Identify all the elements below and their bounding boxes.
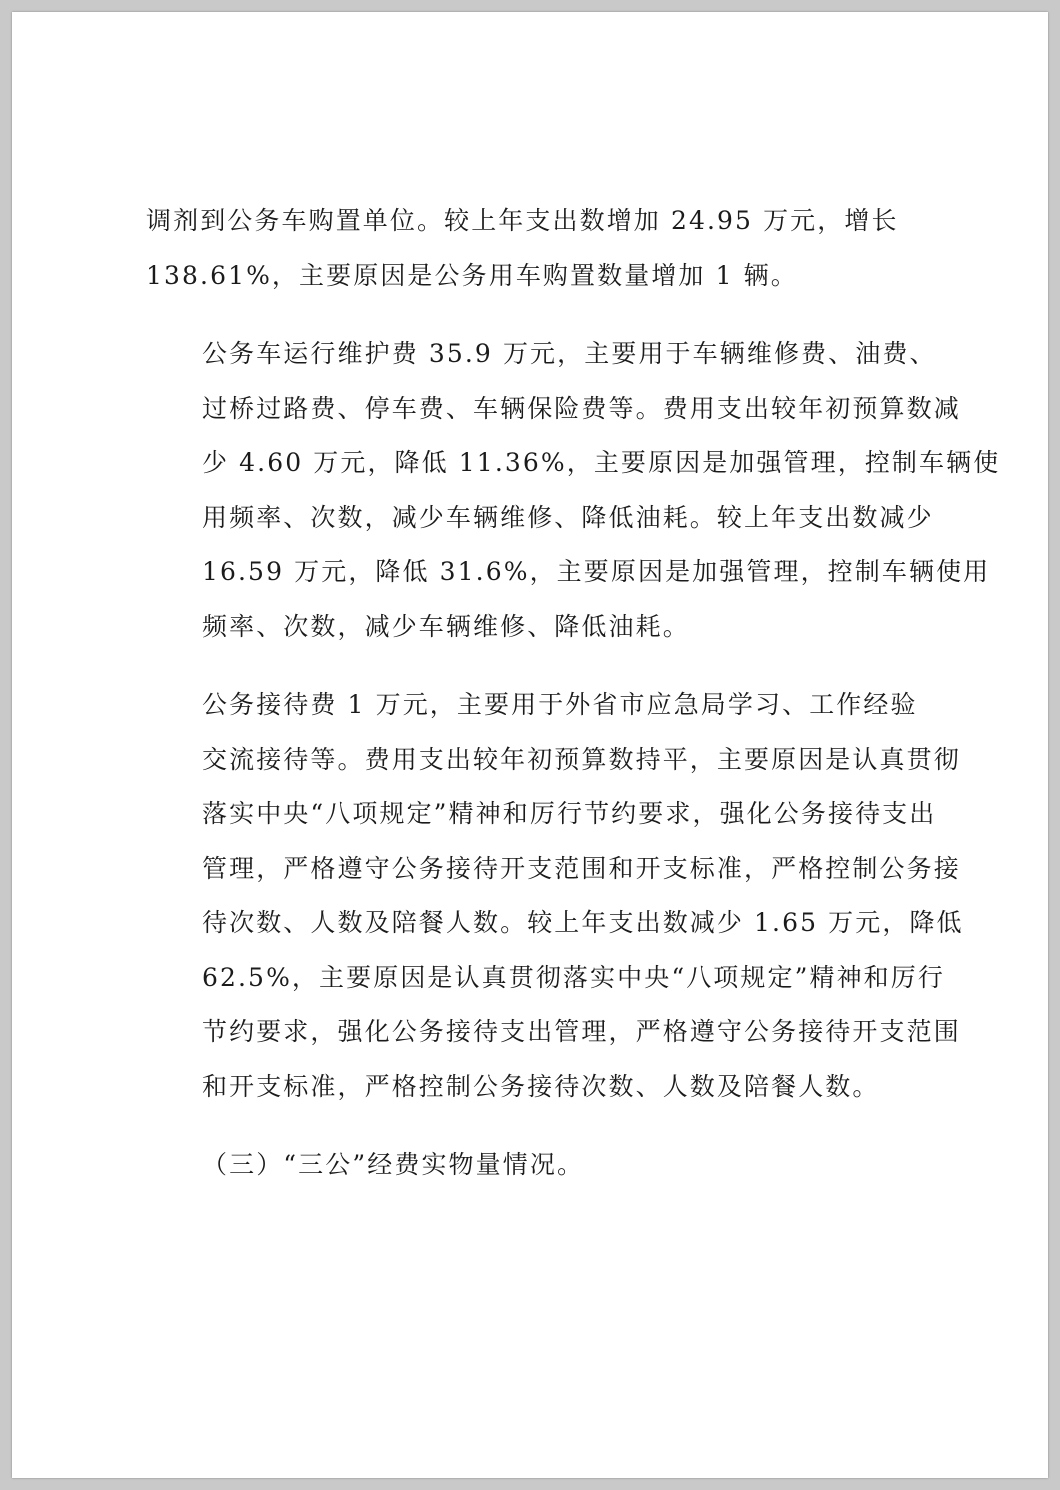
- text-line: 公务接待费 1 万元，主要用于外省市应急局学习、工作经验: [202, 690, 918, 719]
- text-line: 管理，严格遵守公务接待开支范围和开支标准，严格控制公务接: [202, 853, 961, 883]
- text-line: 公务车运行维护费 35.9 万元，主要用于车辆维修费、油费、: [202, 339, 937, 368]
- text-line: 和开支标准，严格控制公务接待次数、人数及陪餐人数。: [202, 1071, 880, 1101]
- text-line: 过桥过路费、停车费、车辆保险费等。费用支出较年初预算数减: [202, 393, 961, 423]
- text-line: 16.59 万元，降低 31.6%，主要原因是加强管理，控制车辆使用: [202, 557, 991, 586]
- text-line: 62.5%，主要原因是认真贯彻落实中央“八项规定”精神和厉行: [202, 962, 945, 992]
- paragraph-vehicle-purchase: [146, 194, 924, 303]
- section-heading: [146, 1138, 924, 1193]
- text-line: 频率、次数，减少车辆维修、降低油耗。: [202, 611, 690, 641]
- document-page: [12, 12, 1048, 1478]
- text-line: 待次数、人数及陪餐人数。较上年支出数减少 1.65 万元，降低: [202, 908, 964, 937]
- text-line: 用频率、次数，减少车辆维修、降低油耗。较上年支出数减少: [202, 502, 934, 532]
- paragraph-vehicle-operation: [146, 327, 1001, 654]
- text-line: 交流接待等。费用支出较年初预算数持平，主要原因是认真贯彻: [202, 744, 961, 774]
- text-line: 少 4.60 万元，降低 11.36%，主要原因是加强管理，控制车辆使: [202, 448, 1001, 477]
- text-line: 调剂到公务车购置单位。较上年支出数增加 24.95 万元，增长: [146, 206, 899, 235]
- text-line: （三）“三公”经费实物量情况。: [202, 1150, 585, 1179]
- text-line: 落实中央“八项规定”精神和厉行节约要求，强化公务接待支出: [202, 799, 937, 828]
- document-body: [146, 194, 1001, 1193]
- text-line: 节约要求，强化公务接待支出管理，严格遵守公务接待开支范围: [202, 1017, 961, 1046]
- paragraph-reception: [146, 678, 964, 1114]
- text-line: 138.61%，主要原因是公务用车购置数量增加 1 辆。: [146, 260, 798, 290]
